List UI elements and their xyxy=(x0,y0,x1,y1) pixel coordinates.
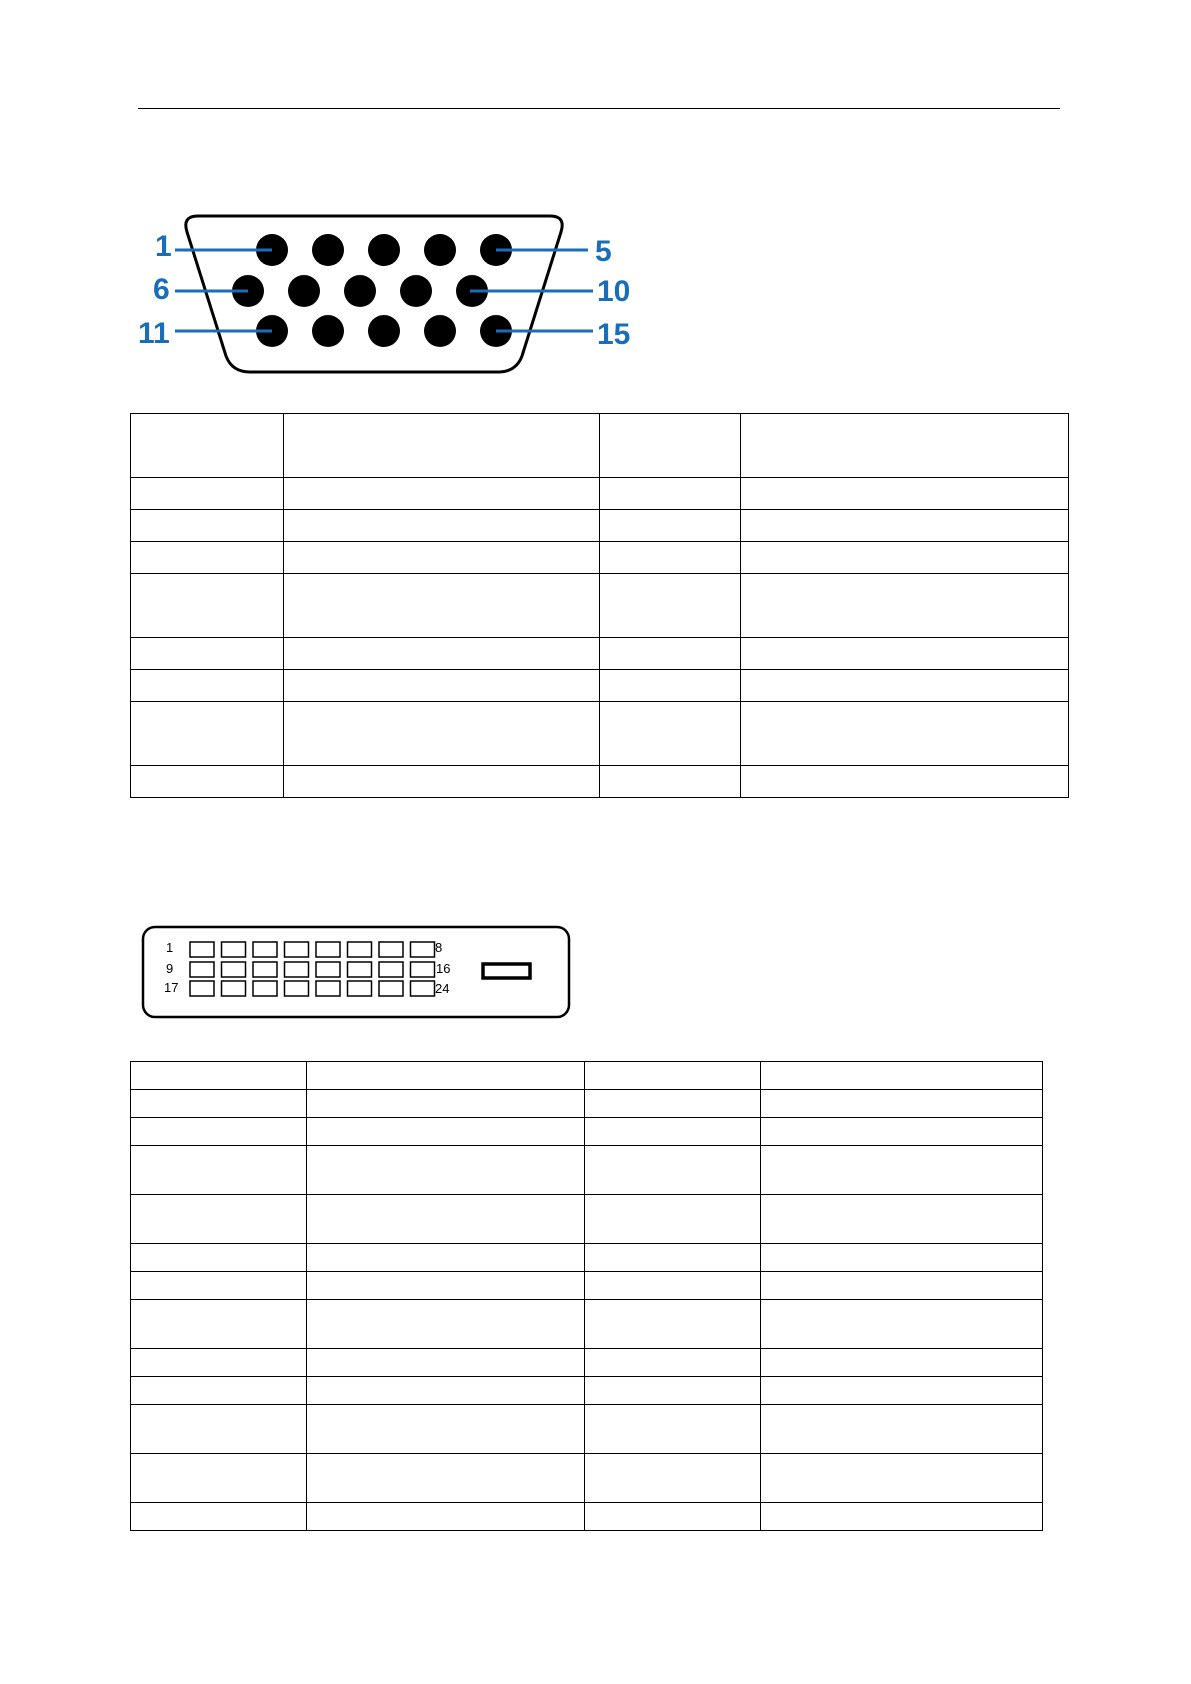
dvi-table-cell xyxy=(307,1090,585,1118)
dvi-table-cell xyxy=(307,1300,585,1349)
dvi-table-cell xyxy=(585,1195,761,1244)
dvi-label-16: 16 xyxy=(436,961,451,976)
vga-label-10: 10 xyxy=(597,275,631,308)
dvi-table-cell xyxy=(585,1244,761,1272)
dvi-table-cell xyxy=(585,1454,761,1503)
dvi-table-cell xyxy=(131,1503,307,1531)
dvi-table-cell xyxy=(761,1454,1043,1503)
dvi-table-cell xyxy=(131,1405,307,1454)
dvi-pin-5 xyxy=(316,942,340,957)
dvi-table-cell xyxy=(585,1146,761,1195)
dvi-pin-7 xyxy=(379,942,403,957)
dvi-pin-15 xyxy=(379,962,403,977)
dvi-table-cell xyxy=(307,1062,585,1090)
dvi-table-cell xyxy=(307,1118,585,1146)
dvi-pin-20 xyxy=(285,981,309,996)
dvi-table-row xyxy=(131,1377,1043,1405)
dvi-pin-3 xyxy=(253,942,277,957)
dvi-table-cell xyxy=(761,1300,1043,1349)
dvi-table-row xyxy=(131,1349,1043,1377)
dvi-table-cell xyxy=(585,1062,761,1090)
dvi-table-row xyxy=(131,1090,1043,1118)
dvi-table-cell xyxy=(761,1405,1043,1454)
dvi-table-cell xyxy=(761,1146,1043,1195)
dvi-table-cell xyxy=(585,1118,761,1146)
vga-label-6: 6 xyxy=(153,273,170,306)
dvi-label-17: 17 xyxy=(164,980,179,995)
dvi-table-cell xyxy=(761,1349,1043,1377)
dvi-pin-table xyxy=(130,1061,1043,1531)
dvi-table-row xyxy=(131,1272,1043,1300)
dvi-table-cell xyxy=(585,1272,761,1300)
vga-label-15: 15 xyxy=(597,318,631,351)
dvi-pin-24 xyxy=(411,981,435,996)
dvi-table-cell xyxy=(761,1244,1043,1272)
dvi-pin-18 xyxy=(222,981,246,996)
dvi-ground-blade xyxy=(483,964,530,978)
dvi-table-cell xyxy=(131,1349,307,1377)
dvi-pin-17 xyxy=(190,981,214,996)
dvi-pin-8 xyxy=(411,942,435,957)
dvi-table-cell xyxy=(585,1405,761,1454)
dvi-pin-21 xyxy=(316,981,340,996)
dvi-pin-12 xyxy=(285,962,309,977)
dvi-label-24: 24 xyxy=(435,981,450,996)
dvi-table-row xyxy=(131,1503,1043,1531)
dvi-table-cell xyxy=(131,1195,307,1244)
dvi-table-cell xyxy=(307,1272,585,1300)
dvi-table-cell xyxy=(307,1377,585,1405)
dvi-pin-10 xyxy=(222,962,246,977)
dvi-table-row xyxy=(131,1300,1043,1349)
dvi-table-row xyxy=(131,1454,1043,1503)
dvi-table-cell xyxy=(585,1503,761,1531)
dvi-table-cell xyxy=(585,1349,761,1377)
dvi-table-cell xyxy=(585,1377,761,1405)
dvi-table-cell xyxy=(131,1272,307,1300)
dvi-table-cell xyxy=(307,1405,585,1454)
dvi-pin-4 xyxy=(285,942,309,957)
dvi-table-row xyxy=(131,1146,1043,1195)
dvi-pin-2 xyxy=(222,942,246,957)
dvi-pin-22 xyxy=(348,981,372,996)
dvi-table-cell xyxy=(131,1146,307,1195)
dvi-table-row xyxy=(131,1062,1043,1090)
dvi-table-cell xyxy=(761,1503,1043,1531)
dvi-table-cell xyxy=(131,1118,307,1146)
dvi-table-row xyxy=(131,1405,1043,1454)
dvi-table-cell xyxy=(761,1272,1043,1300)
dvi-pin-11 xyxy=(253,962,277,977)
dvi-table-cell xyxy=(761,1377,1043,1405)
dvi-table-cell xyxy=(131,1377,307,1405)
dvi-table-row xyxy=(131,1244,1043,1272)
dvi-pin-14 xyxy=(348,962,372,977)
vga-label-5: 5 xyxy=(595,235,612,268)
dvi-pin-1 xyxy=(190,942,214,957)
dvi-label-8: 8 xyxy=(435,940,443,955)
dvi-table-cell xyxy=(131,1454,307,1503)
dvi-table-cell xyxy=(585,1090,761,1118)
dvi-table-cell xyxy=(131,1244,307,1272)
dvi-table-cell xyxy=(307,1146,585,1195)
dvi-table-cell xyxy=(761,1118,1043,1146)
dvi-table-cell xyxy=(307,1244,585,1272)
dvi-pin-19 xyxy=(253,981,277,996)
vga-label-11: 11 xyxy=(138,317,170,350)
dvi-pin-9 xyxy=(190,962,214,977)
dvi-table-cell xyxy=(131,1062,307,1090)
dvi-table-row xyxy=(131,1118,1043,1146)
vga-label-1: 1 xyxy=(155,230,172,263)
dvi-pin-6 xyxy=(348,942,372,957)
dvi-pin-13 xyxy=(316,962,340,977)
dvi-table-cell xyxy=(131,1300,307,1349)
dvi-pin-23 xyxy=(379,981,403,996)
dvi-table-cell xyxy=(307,1349,585,1377)
dvi-label-1: 1 xyxy=(166,940,174,955)
dvi-table-cell xyxy=(307,1195,585,1244)
dvi-label-9: 9 xyxy=(166,961,174,976)
dvi-table-cell xyxy=(585,1300,761,1349)
dvi-table-cell xyxy=(761,1195,1043,1244)
dvi-table-cell xyxy=(131,1090,307,1118)
dvi-table-cell xyxy=(307,1503,585,1531)
dvi-table-cell xyxy=(761,1062,1043,1090)
dvi-table-cell xyxy=(761,1090,1043,1118)
dvi-table-row xyxy=(131,1195,1043,1244)
dvi-pin-16 xyxy=(411,962,435,977)
dvi-table-cell xyxy=(307,1454,585,1503)
